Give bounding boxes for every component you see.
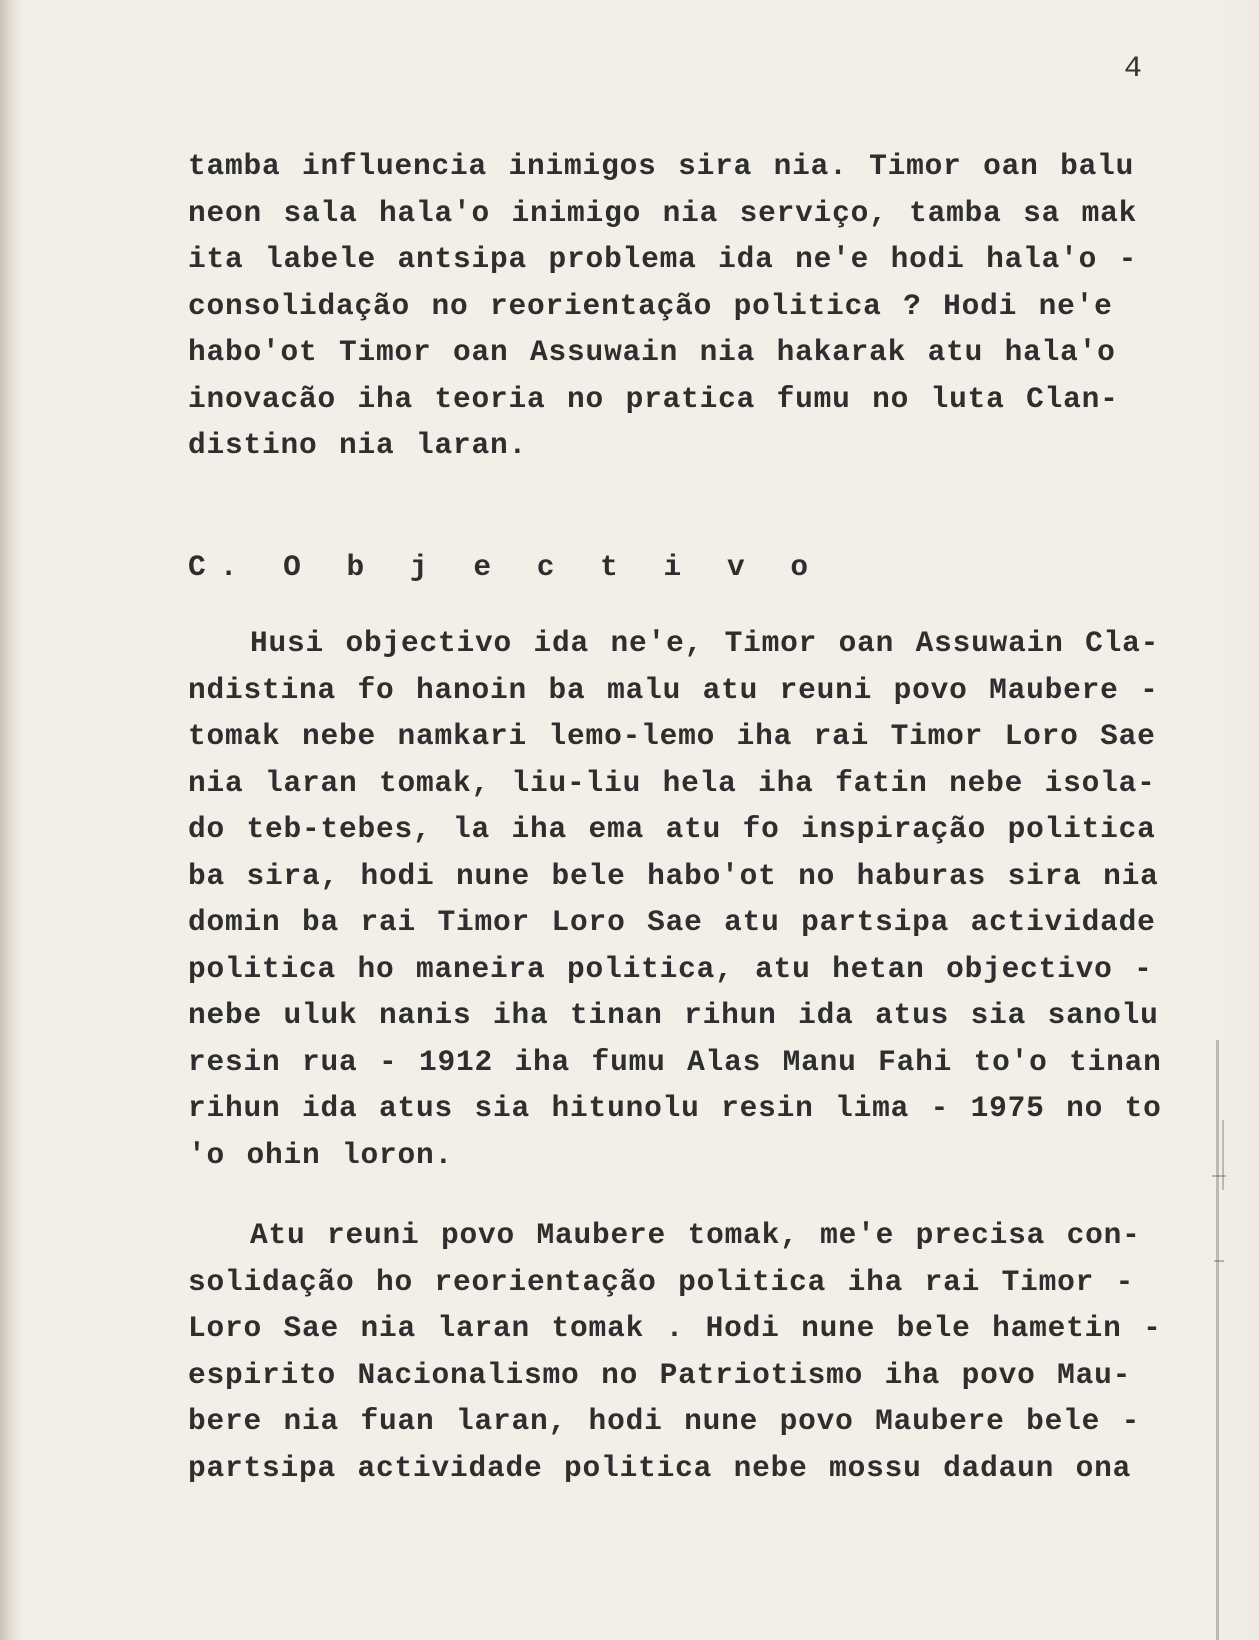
text-line: habo'ot Timor oan Assuwain nia hakarak atu hala'o <box>188 335 1116 369</box>
text-line: nia laran tomak, liu-liu hela iha fatin nebe isola- <box>188 765 1156 800</box>
text-line: Husi objectivo ida ne'e, Timor oan Assuwain Cla- <box>250 626 1160 660</box>
text-line: neon sala hala'o inimigo nia serviço, tamba sa mak <box>188 195 1138 230</box>
text-line: tamba influencia inimigos sira nia. Timor oan balu <box>188 149 1135 183</box>
text-line: solidação ho reorientação politica iha rai Timor - <box>188 1264 1135 1299</box>
text-line: nebe uluk nanis iha tinan rihun ida atus sia sanolu <box>188 998 1159 1032</box>
text-line: tomak nebe namkari lemo-lemo iha rai Timor Loro Sae <box>188 719 1156 753</box>
text-line: ita labele antsipa problema ida ne'e hodi hala'o - <box>188 242 1138 276</box>
text-line: consolidação no reorientação politica ? Hodi ne'e <box>188 288 1113 323</box>
text-line: politica ho maneira politica, atu hetan objectivo - <box>188 951 1153 986</box>
paragraph-3 <box>188 1212 1198 1491</box>
text-line: Loro Sae nia laran tomak . Hodi nune bele hametin - <box>188 1311 1162 1345</box>
paragraph-1 <box>188 143 1198 469</box>
text-line: Atu reuni povo Maubere tomak, me'e precisa con- <box>250 1218 1141 1252</box>
paragraph-2 <box>188 620 1198 1178</box>
page-edge-mark <box>1216 1040 1219 1640</box>
text-line: rihun ida atus sia hitunolu resin lima - 1975 no to <box>188 1091 1162 1125</box>
text-line: 'o ohin loron. <box>188 1137 454 1172</box>
text-line: espirito Nacionalismo no Patriotismo iha povo Mau- <box>188 1357 1132 1392</box>
section-heading: C. O b j e c t i v o <box>188 550 823 584</box>
text-line: resin rua - 1912 iha fumu Alas Manu Fahi to'o tinan <box>188 1044 1162 1079</box>
text-line: domin ba rai Timor Loro Sae atu partsipa actividade <box>188 905 1156 939</box>
page-number: 4 <box>1124 52 1143 86</box>
page-edge-tick <box>1214 1260 1224 1262</box>
text-line: bere nia fuan laran, hodi nune povo Maubere bele - <box>188 1404 1141 1438</box>
page-right-edge <box>1199 0 1259 1640</box>
text-line: inovacão iha teoria no pratica fumu no luta Clan- <box>188 381 1119 416</box>
text-line: partsipa actividade politica nebe mossu dadaun ona <box>188 1450 1132 1485</box>
page-edge-mark-short <box>1222 1120 1224 1190</box>
text-line: do teb-tebes, la iha ema atu fo inspiração politica <box>188 812 1156 846</box>
page-left-edge-shadow <box>0 0 22 1640</box>
text-line: ba sira, hodi nune bele habo'ot no haburas sira nia <box>188 858 1159 893</box>
page-edge-tick <box>1212 1175 1226 1177</box>
text-line: ndistina fo hanoin ba malu atu reuni povo Maubere - <box>188 672 1159 707</box>
text-line: distino nia laran. <box>188 428 528 462</box>
